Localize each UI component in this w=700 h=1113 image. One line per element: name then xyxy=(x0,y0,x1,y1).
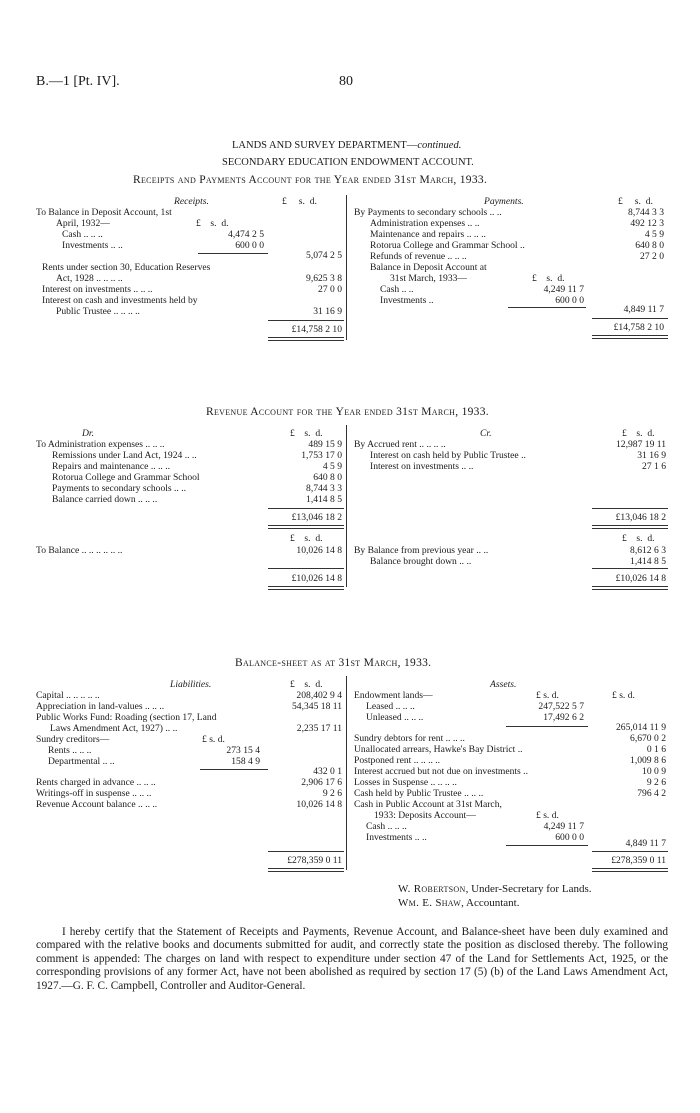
subtotal-rule xyxy=(506,845,588,846)
asset-subamount: 600 0 0 xyxy=(555,832,584,843)
receipt-label: Rents under section 30, Education Reserves xyxy=(42,262,211,273)
asset-subamount: 4,249 11 7 xyxy=(543,821,584,832)
revenue-debit-amount: 640 8 0 xyxy=(313,472,342,483)
payment-label: Rotorua College and Grammar School .. xyxy=(370,240,525,251)
total-rule xyxy=(268,320,344,321)
asset-label: Interest accrued but not due on investments .. xyxy=(354,766,528,777)
receipt-label: Cash .. .. .. xyxy=(62,229,103,240)
payment-label: Investments .. xyxy=(380,295,434,306)
revenue-credit-amount: 27 1 6 xyxy=(642,461,666,472)
liability-label: Rents charged in advance .. .. .. xyxy=(36,777,156,788)
liability-label: Sundry creditors— xyxy=(36,734,110,745)
payment-label: 31st March, 1933— xyxy=(390,273,468,284)
payment-amount: 640 8 0 xyxy=(635,240,664,251)
liability-label: Revenue Account balance .. .. .. xyxy=(36,799,158,810)
asset-amount: 0 1 6 xyxy=(646,744,666,755)
asset-subamount: 247,522 5 7 xyxy=(538,701,584,712)
liability-amount: 9 2 6 xyxy=(322,788,342,799)
receipt-amount: 31 16 9 xyxy=(313,306,342,317)
revenue-credit-total: £13,046 18 2 xyxy=(615,512,666,523)
asset-label: Losses in Suspense .. .. .. .. xyxy=(354,777,457,788)
asset-label: Leased .. .. .. xyxy=(366,701,415,712)
receipt-label: To Balance in Deposit Account, 1st xyxy=(36,207,172,218)
payment-label: Administration expenses .. .. xyxy=(370,218,480,229)
revenue-account-title: Revenue Account for the Year ended 31st March, 1933. xyxy=(206,406,489,418)
receipts-heading: Receipts. xyxy=(174,196,209,207)
to-balance-amount: 10,026 14 8 xyxy=(296,545,342,556)
assets-total: £278,359 0 11 xyxy=(611,855,666,866)
liability-label: Appreciation in land-values .. .. .. xyxy=(36,701,165,712)
rev-balance-currency: £ s. d. xyxy=(290,533,323,544)
revenue-debit-total: £13,046 18 2 xyxy=(291,512,342,523)
revenue-debit-label: Balance carried down .. .. .. xyxy=(52,494,158,505)
department-title: LANDS AND SURVEY DEPARTMENT—continued. xyxy=(232,140,462,151)
revenue-credit-amount: 12,987 19 11 xyxy=(615,439,666,450)
receipt-amount: 27 0 0 xyxy=(318,284,342,295)
balance-total-right: £10,026 14 8 xyxy=(615,573,666,584)
rp-left-currency: £ s. d. xyxy=(282,196,317,207)
asset-label: Investments .. .. xyxy=(366,832,427,843)
payment-amount: 4,849 11 7 xyxy=(623,304,664,315)
payment-amount: 27 2 0 xyxy=(640,251,664,262)
revenue-divider xyxy=(346,425,347,587)
liability-sub-currency: £ s. d. xyxy=(202,734,225,745)
subtotal-rule xyxy=(198,253,268,254)
total-double-rule xyxy=(268,525,344,529)
total-double-rule xyxy=(592,335,668,339)
rp-right-currency: £ s. d. xyxy=(618,196,653,207)
total-rule xyxy=(268,851,344,852)
total-rule xyxy=(592,318,668,319)
asset-amount: 10 0 9 xyxy=(642,766,666,777)
payment-subamount: 600 0 0 xyxy=(555,295,584,306)
rp-divider xyxy=(346,195,347,340)
total-rule xyxy=(268,508,344,509)
signature-under-secretary: W. Robertson, Under-Secretary for Lands. xyxy=(398,883,592,895)
revenue-debit-amount: 8,744 3 3 xyxy=(306,483,342,494)
receipt-amount: 9,625 3 8 xyxy=(306,273,342,284)
total-rule xyxy=(268,568,344,569)
liability-label: Rents .. .. .. xyxy=(48,745,92,756)
receipts-total: £14,758 2 10 xyxy=(291,324,342,335)
revenue-debit-amount: 4 5 9 xyxy=(322,461,342,472)
account-title: SECONDARY EDUCATION ENDOWMENT ACCOUNT. xyxy=(222,157,474,168)
liability-label: Laws Amendment Act, 1927) .. .. xyxy=(50,723,178,734)
liability-label: Public Works Fund: Roading (section 17, Land xyxy=(36,712,217,723)
receipt-subamount: 4,474 2 5 xyxy=(228,229,264,240)
total-double-rule xyxy=(592,586,668,590)
asset-amount: 9 2 6 xyxy=(646,777,666,788)
liability-label: Departmental .. .. xyxy=(48,756,115,767)
revenue-debit-label: Payments to secondary schools .. .. xyxy=(52,483,187,494)
total-double-rule xyxy=(268,868,344,872)
debit-heading: Dr. xyxy=(82,428,94,439)
liability-subamount: 273 15 4 xyxy=(226,745,260,756)
report-reference: B.—1 [Pt. IV]. xyxy=(36,74,120,89)
liability-amount: 432 0 1 xyxy=(313,766,342,777)
subtotal-rule xyxy=(508,307,586,308)
rev-right-currency: £ s. d. xyxy=(622,428,655,439)
by-balance-amount: 8,612 6 3 xyxy=(630,545,666,556)
total-rule xyxy=(592,508,668,509)
asset-amount: 265,014 11 9 xyxy=(615,722,666,733)
receipt-label: Interest on cash and investments held by xyxy=(42,295,198,306)
revenue-debit-label: Remissions under Land Act, 1924 .. .. xyxy=(52,450,197,461)
liability-amount: 10,026 14 8 xyxy=(296,799,342,810)
asset-label: Endowment lands— xyxy=(354,690,433,701)
receipt-label: Interest on investments .. .. .. xyxy=(42,284,153,295)
receipt-label: Act, 1928 .. .. .. .. xyxy=(56,273,123,284)
receipt-subamount: 600 0 0 xyxy=(235,240,264,251)
revenue-credit-label: Interest on cash held by Public Trustee .. xyxy=(370,450,526,461)
asset-amount: 796 4 2 xyxy=(637,788,666,799)
page-number: 80 xyxy=(339,74,353,89)
asset-amount: 6,670 0 2 xyxy=(630,733,666,744)
asset-label: Cash held by Public Trustee .. .. .. xyxy=(354,788,484,799)
assets-heading: Assets. xyxy=(490,679,517,690)
asset-label: 1933: Deposits Account— xyxy=(374,810,476,821)
receipts-payments-title: Receipts and Payments Account for the Year ended 31st March, 1933. xyxy=(133,174,488,186)
payment-sub-currency: £ s. d. xyxy=(532,273,565,284)
asset-sub-currency: £ s. d. xyxy=(536,690,559,701)
balance-sheet-divider xyxy=(346,676,347,870)
total-double-rule xyxy=(268,586,344,590)
payment-label: Balance in Deposit Account at xyxy=(370,262,487,273)
revenue-credit-label: Interest on investments .. .. xyxy=(370,461,474,472)
revenue-credit-label: By Accrued rent .. .. .. .. xyxy=(354,439,446,450)
by-balance-amount: 1,414 8 5 xyxy=(630,556,666,567)
revenue-debit-label: To Administration expenses .. .. .. xyxy=(36,439,165,450)
by-balance-label: Balance brought down .. .. xyxy=(370,556,472,567)
rev-balance-currency-right: £ s. d. xyxy=(622,533,655,544)
revenue-debit-label: Rotorua College and Grammar School xyxy=(52,472,200,483)
asset-subamount: 17,492 6 2 xyxy=(543,712,584,723)
revenue-credit-amount: 31 16 9 xyxy=(637,450,666,461)
payments-total: £14,758 2 10 xyxy=(613,322,664,333)
payment-subamount: 4,249 11 7 xyxy=(543,284,584,295)
total-rule xyxy=(592,568,668,569)
credit-heading: Cr. xyxy=(480,428,492,439)
total-double-rule xyxy=(268,337,344,341)
asset-amount: 1,009 8 6 xyxy=(630,755,666,766)
total-double-rule xyxy=(592,868,668,872)
balance-total-left: £10,026 14 8 xyxy=(291,573,342,584)
receipt-label: Public Trustee .. .. .. .. xyxy=(56,306,140,317)
receipt-label: April, 1932— xyxy=(56,218,110,229)
liability-amount: 2,906 17 6 xyxy=(301,777,342,788)
payment-amount: 492 12 3 xyxy=(630,218,664,229)
total-rule xyxy=(592,851,668,852)
payment-amount: 4 5 9 xyxy=(644,229,664,240)
payment-amount: 8,744 3 3 xyxy=(628,207,664,218)
liabilities-total: £278,359 0 11 xyxy=(287,855,342,866)
subtotal-rule xyxy=(506,726,588,727)
revenue-debit-label: Repairs and maintenance .. .. .. xyxy=(52,461,171,472)
receipt-label: Investments .. .. xyxy=(62,240,123,251)
asset-currency: £ s. d. xyxy=(612,690,635,701)
asset-sub-currency: £ s. d. xyxy=(536,810,559,821)
liability-amount: 208,402 9 4 xyxy=(296,690,342,701)
revenue-debit-amount: 1,753 17 0 xyxy=(301,450,342,461)
revenue-debit-amount: 1,414 8 5 xyxy=(306,494,342,505)
liability-label: Capital .. .. .. .. .. xyxy=(36,690,100,701)
liab-currency: £ s. d. xyxy=(290,679,323,690)
asset-label: Cash .. .. .. xyxy=(366,821,407,832)
to-balance-label: To Balance .. .. .. .. .. .. xyxy=(36,545,123,556)
asset-label: Sundry debtors for rent .. .. .. xyxy=(354,733,465,744)
asset-label: Unleased .. .. .. xyxy=(366,712,424,723)
asset-label: Unallocated arrears, Hawke's Bay District .. xyxy=(354,744,523,755)
payment-label: By Payments to secondary schools .. .. xyxy=(354,207,502,218)
payment-label: Refunds of revenue .. .. .. xyxy=(370,251,467,262)
signature-accountant: Wm. E. Shaw, Accountant. xyxy=(398,897,520,909)
liability-amount: 2,235 17 11 xyxy=(296,723,342,734)
payment-label: Maintenance and repairs .. .. .. xyxy=(370,229,486,240)
rp-sub-currency: £ s. d. xyxy=(196,218,229,229)
asset-label: Postponed rent .. .. .. .. xyxy=(354,755,441,766)
revenue-debit-amount: 489 15 9 xyxy=(308,439,342,450)
payment-label: Cash .. .. xyxy=(380,284,414,295)
asset-label: Cash in Public Account at 31st March, xyxy=(354,799,502,810)
payments-heading: Payments. xyxy=(484,196,524,207)
liability-label: Writings-off in suspense .. .. .. xyxy=(36,788,152,799)
asset-amount: 4,849 11 7 xyxy=(625,838,666,849)
rev-left-currency: £ s. d. xyxy=(290,428,323,439)
liability-amount: 54,345 18 11 xyxy=(291,701,342,712)
by-balance-label: By Balance from previous year .. .. xyxy=(354,545,489,556)
receipt-amount: 5,074 2 5 xyxy=(306,250,342,261)
balance-sheet-title: Balance-sheet as at 31st March, 1933. xyxy=(235,657,432,669)
liabilities-heading: Liabilities. xyxy=(170,679,212,690)
audit-certificate: I hereby certify that the Statement of Receipts and Payments, Revenue Account, and Balance-sheet have been duly examined and compared with the relative books and documents submitted for audit, and correctly state the position as disclosed thereby. The following comment is appended: The charges on land with respect to expenditure under section 47 of the Land for Settlements Act, 1925, or the corresponding provisions of any former Act, have not been abolished as required by section 17 (5) (b) of the Land Laws Amendment Act, 1927.—G. F. C. Campbell, Controller and Auditor-General. xyxy=(36,926,668,992)
liability-subamount: 158 4 9 xyxy=(231,756,260,767)
total-double-rule xyxy=(592,525,668,529)
